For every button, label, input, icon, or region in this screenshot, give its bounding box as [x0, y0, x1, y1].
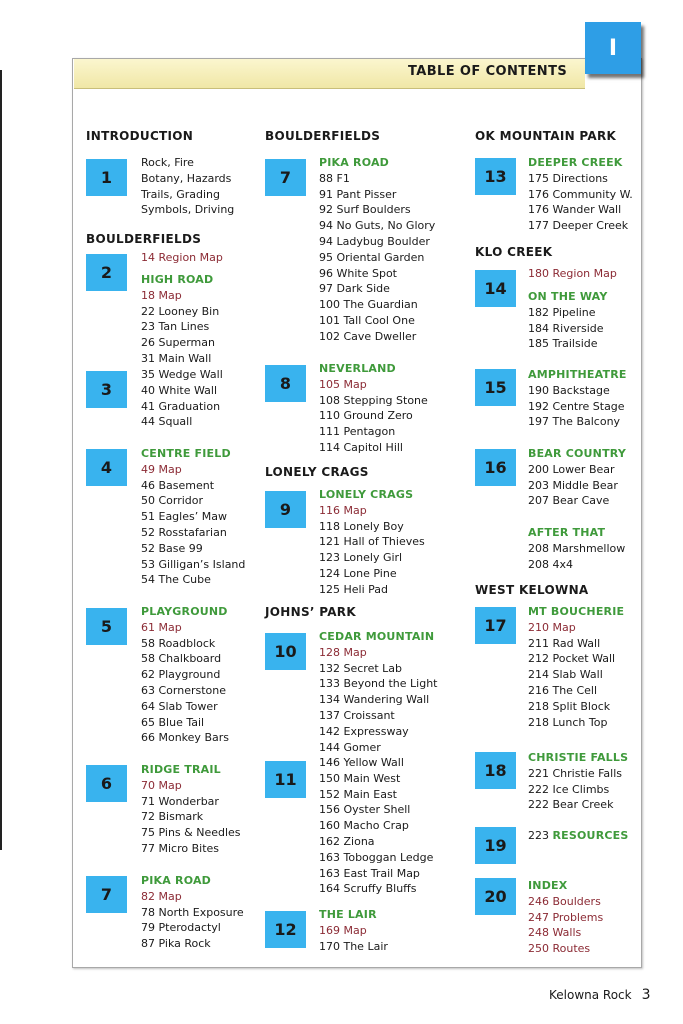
chapter-number-5[interactable]: 5: [86, 608, 127, 645]
toc-entry[interactable]: 108 Stepping Stone: [319, 393, 428, 407]
toc-entry[interactable]: 124 Lone Pine: [319, 566, 397, 580]
toc-entry[interactable]: 177 Deeper Creek: [528, 219, 629, 233]
toc-entry[interactable]: 218 Split Block: [528, 699, 611, 713]
chapter-number-1[interactable]: 1: [86, 159, 127, 196]
subsection-title: PLAYGROUND: [141, 605, 228, 618]
chapter-4-entries: [141, 446, 245, 588]
toc-entry[interactable]: 51 Eagles’ Maw: [141, 510, 227, 524]
toc-entry[interactable]: 62 Playground: [141, 668, 221, 682]
toc-map-entry[interactable]: 116 Map: [319, 503, 367, 517]
page-number: 3: [641, 987, 651, 1003]
toc-entry[interactable]: 123 Lonely Girl: [319, 551, 403, 565]
toc-entry[interactable]: 101 Tall Cool One: [319, 313, 415, 327]
toc-map-entry[interactable]: 82 Map: [141, 889, 182, 903]
toc-entry[interactable]: 78 North Exposure: [141, 905, 244, 919]
toc-entry[interactable]: 142 Expressway: [319, 724, 409, 738]
chapter-9-entries: [319, 487, 425, 598]
subsection-title: RIDGE TRAIL: [141, 763, 221, 776]
chapter-7-entries: [141, 873, 244, 952]
chapter-number-2[interactable]: 2: [86, 254, 127, 291]
subsection-title: MT BOUCHERIE: [528, 605, 625, 618]
toc-entry[interactable]: 156 Oyster Shell: [319, 803, 411, 817]
toc-entry[interactable]: 58 Chalkboard: [141, 652, 222, 666]
toc-entry[interactable]: 58 Roadblock: [141, 636, 216, 650]
toc-entry[interactable]: 77 Micro Bites: [141, 841, 220, 855]
toc-entry[interactable]: 218 Lunch Top: [528, 715, 608, 729]
chapter-20-entries: [528, 878, 603, 957]
chapter-3-entries: [141, 367, 223, 430]
subsection-title: PIKA ROAD: [141, 874, 211, 887]
toc-entry[interactable]: 125 Heli Pad: [319, 582, 389, 596]
subsection-title: CHRISTIE FALLS: [528, 751, 629, 764]
chapter-number-7[interactable]: 7: [265, 159, 306, 196]
toc-entry[interactable]: Symbols, Driving: [141, 203, 235, 217]
toc-entry[interactable]: 160 Macho Crap: [319, 819, 409, 833]
toc-entry[interactable]: 185 Trailside: [528, 337, 598, 351]
toc-entry[interactable]: 192 Centre Stage: [528, 399, 625, 413]
section-title-ok-mountain-park: OK MOUNTAIN PARK: [475, 129, 617, 143]
toc-entry[interactable]: 64 Slab Tower: [141, 699, 218, 713]
toc-entry[interactable]: 132 Secret Lab: [319, 661, 402, 675]
subsection-title: DEEPER CREEK: [528, 156, 623, 169]
toc-entry[interactable]: 92 Surf Boulders: [319, 203, 411, 217]
toc-entry[interactable]: 46 Basement: [141, 478, 215, 492]
chapter-5-entries: [141, 604, 229, 746]
subsection-title: CENTRE FIELD: [141, 447, 231, 460]
page-footer: [549, 987, 651, 1003]
toc-entry[interactable]: 94 Ladybug Boulder: [319, 234, 430, 248]
chapter-number-17[interactable]: 17: [475, 607, 516, 644]
toc-entry[interactable]: 110 Ground Zero: [319, 409, 413, 423]
toc-index-entry[interactable]: 250 Routes: [528, 942, 591, 956]
chapter-6-entries: [141, 762, 241, 857]
toc-entry[interactable]: 163 East Trail Map: [319, 866, 420, 880]
subsection-title: LONELY CRAGS: [319, 488, 414, 501]
chapter-12-entries: [319, 907, 388, 954]
chapter-tab: I: [585, 22, 641, 74]
toc-entry[interactable]: 72 Bismark: [141, 810, 204, 824]
chapter-number-6[interactable]: 6: [86, 765, 127, 802]
toc-index-entry[interactable]: 247 Problems: [528, 910, 604, 924]
toc-entry[interactable]: Rock, Fire: [141, 156, 194, 169]
toc-entry[interactable]: 54 The Cube: [141, 573, 211, 587]
subsection-title: HIGH ROAD: [141, 273, 214, 286]
toc-entry[interactable]: 211 Rad Wall: [528, 636, 601, 650]
toc-entry[interactable]: 170 The Lair: [319, 939, 388, 953]
toc-entry[interactable]: 208 4x4: [528, 557, 573, 571]
chapter-8-entries: [319, 361, 428, 456]
toc-map-entry[interactable]: 128 Map: [319, 645, 367, 659]
toc-entry[interactable]: 163 Toboggan Ledge: [319, 850, 434, 864]
subsection-title: AMPHITHEATRE: [528, 368, 627, 381]
toc-entry[interactable]: 111 Pentagon: [319, 425, 396, 439]
toc-entry[interactable]: 222 Bear Creek: [528, 798, 614, 812]
toc-entry[interactable]: 50 Corridor: [141, 494, 204, 508]
toc-entry[interactable]: 200 Lower Bear: [528, 462, 615, 476]
toc-entry[interactable]: Trails, Grading: [141, 187, 220, 201]
toc-entry[interactable]: 66 Monkey Bars: [141, 731, 229, 745]
chapter-number-18[interactable]: 18: [475, 752, 516, 789]
toc-entry[interactable]: 63 Cornerstone: [141, 683, 227, 697]
toc-entry[interactable]: 203 Middle Bear: [528, 478, 618, 492]
toc-map-entry[interactable]: 105 Map: [319, 377, 367, 391]
toc-entry[interactable]: 134 Wandering Wall: [319, 693, 430, 707]
section-title-johns-park: JOHNS’ PARK: [265, 605, 356, 619]
section-title-lonely-crags: LONELY CRAGS: [265, 465, 369, 479]
toc-entry[interactable]: 87 Pika Rock: [141, 937, 211, 951]
subsection-title: PIKA ROAD: [319, 156, 389, 169]
chapter-13-entries: [528, 155, 633, 234]
page-title: TABLE OF CONTENTS: [408, 64, 568, 79]
toc-entry[interactable]: 182 Pipeline: [528, 305, 596, 319]
section-title-boulderfields: BOULDERFIELDS: [86, 232, 202, 246]
toc-map-entry[interactable]: 70 Map: [141, 778, 182, 792]
toc-map-entry[interactable]: 18 Map: [141, 288, 182, 302]
toc-entry[interactable]: 152 Main East: [319, 787, 397, 801]
toc-entry[interactable]: 41 Graduation: [141, 399, 221, 413]
toc-entry[interactable]: 88 F1: [319, 171, 350, 185]
chapter-10-entries: [319, 629, 438, 755]
subsection-title: NEVERLAND: [319, 362, 396, 375]
toc-entry[interactable]: 176 Community W.: [528, 187, 633, 201]
toc-entry[interactable]: 150 Main West: [319, 771, 401, 785]
toc-entry[interactable]: 207 Bear Cave: [528, 494, 610, 508]
toc-map-entry[interactable]: 14 Region Map: [141, 251, 223, 264]
toc-entry[interactable]: 190 Backstage: [528, 383, 610, 397]
toc-index-entry[interactable]: 248 Walls: [528, 926, 582, 940]
toc-entry[interactable]: 95 Oriental Garden: [319, 250, 425, 264]
toc-entry[interactable]: 52 Base 99: [141, 541, 203, 555]
chapter-1-entries: [141, 155, 234, 218]
toc-entry[interactable]: 137 Croissant: [319, 708, 395, 722]
toc-entry[interactable]: 208 Marshmellow: [528, 541, 626, 555]
toc-entry[interactable]: 175 Directions: [528, 171, 608, 185]
toc-entry[interactable]: 221 Christie Falls: [528, 766, 622, 780]
chapter-7-entries: [319, 155, 435, 345]
toc-entry[interactable]: 216 The Cell: [528, 683, 598, 697]
after-that-entries: [528, 525, 625, 572]
toc-entry[interactable]: 214 Slab Wall: [528, 668, 603, 682]
toc-index-entry[interactable]: 246 Boulders: [528, 894, 601, 908]
toc-entry[interactable]: 35 Wedge Wall: [141, 368, 223, 381]
chapter-number-8[interactable]: 8: [265, 365, 306, 402]
toc-entry[interactable]: 222 Ice Climbs: [528, 782, 610, 796]
chapter-16-entries: [528, 446, 626, 509]
toc-entry[interactable]: 100 The Guardian: [319, 298, 418, 312]
toc-entry[interactable]: 97 Dark Side: [319, 282, 390, 296]
toc-entry[interactable]: 162 Ziona: [319, 834, 375, 848]
chapter-number-13[interactable]: 13: [475, 158, 516, 195]
toc-entry[interactable]: 212 Pocket Wall: [528, 652, 616, 666]
toc-entry[interactable]: 23 Tan Lines: [141, 320, 210, 334]
chapter-number-3[interactable]: 3: [86, 371, 127, 408]
toc-entry[interactable]: 184 Riverside: [528, 321, 604, 335]
chapter-2-region-map: [141, 250, 223, 266]
book-title: Kelowna Rock: [549, 988, 632, 1002]
chapter-11-entries: [319, 755, 433, 897]
toc-map-entry[interactable]: 49 Map: [141, 462, 182, 476]
toc-entry[interactable]: 118 Lonely Boy: [319, 519, 404, 533]
chapter-number-15[interactable]: 15: [475, 369, 516, 406]
chapter-number-9[interactable]: 9: [265, 491, 306, 528]
chapter-number-4[interactable]: 4: [86, 449, 127, 486]
toc-page-number[interactable]: 223: [528, 829, 549, 842]
toc-entry[interactable]: 53 Gilligan’s Island: [141, 557, 246, 571]
section-title-west-kelowna: WEST KELOWNA: [475, 583, 589, 597]
chapter-2-entries: [141, 272, 219, 367]
chapter-15-entries: [528, 367, 627, 430]
subsection-title: CEDAR MOUNTAIN: [319, 630, 435, 643]
toc-entry[interactable]: 114 Capitol Hill: [319, 440, 403, 454]
toc-entry[interactable]: Botany, Hazards: [141, 171, 232, 185]
toc-map-entry[interactable]: 180 Region Map: [528, 267, 617, 280]
toc-map-entry[interactable]: 169 Map: [319, 923, 367, 937]
page-edge-line: [0, 70, 2, 850]
subsection-title: ON THE WAY: [528, 290, 608, 303]
chapter-number-20[interactable]: 20: [475, 878, 516, 915]
chapter-number-19[interactable]: 19: [475, 827, 516, 864]
chapter-14-region-map: [528, 266, 617, 282]
toc-entry[interactable]: 144 Gomer: [319, 740, 381, 754]
chapter-18-entries: [528, 750, 628, 813]
toc-entry[interactable]: 75 Pins & Needles: [141, 826, 241, 840]
toc-entry[interactable]: 44 Squall: [141, 415, 193, 429]
toc-entry[interactable]: 52 Rosstafarian: [141, 525, 227, 539]
toc-entry[interactable]: 94 No Guts, No Glory: [319, 219, 436, 233]
toc-entry[interactable]: 176 Wander Wall: [528, 203, 622, 217]
toc-entry[interactable]: 65 Blue Tail: [141, 715, 205, 729]
toc-entry[interactable]: 96 White Spot: [319, 266, 397, 280]
subsection-title: INDEX: [528, 879, 568, 892]
toc-map-entry[interactable]: 61 Map: [141, 620, 182, 634]
chapter-number-14[interactable]: 14: [475, 270, 516, 307]
section-title-klo-creek: KLO CREEK: [475, 245, 553, 259]
toc-entry[interactable]: 146 Yellow Wall: [319, 756, 404, 769]
chapter-number-16[interactable]: 16: [475, 449, 516, 486]
toc-entry[interactable]: 133 Beyond the Light: [319, 677, 438, 691]
toc-entry[interactable]: 40 White Wall: [141, 383, 218, 397]
chapter-number-7[interactable]: 7: [86, 876, 127, 913]
toc-entry[interactable]: 197 The Balcony: [528, 415, 621, 429]
toc-entry[interactable]: 31 Main Wall: [141, 351, 212, 365]
toc-entry[interactable]: 22 Looney Bin: [141, 304, 220, 318]
subsection-title: BEAR COUNTRY: [528, 447, 627, 460]
toc-entry[interactable]: 71 Wonderbar: [141, 794, 219, 808]
toc-entry[interactable]: 164 Scruffy Bluffs: [319, 882, 417, 896]
subsection-title: AFTER THAT: [528, 526, 606, 539]
chapter-number-12[interactable]: 12: [265, 911, 306, 948]
section-title-introduction: INTRODUCTION: [86, 129, 194, 143]
toc-entry[interactable]: 26 Superman: [141, 336, 215, 350]
subsection-title[interactable]: RESOURCES: [552, 829, 629, 842]
subsection-title: THE LAIR: [319, 908, 377, 921]
chapter-14-entries: [528, 289, 608, 352]
toc-entry[interactable]: 79 Pterodactyl: [141, 921, 221, 935]
chapter-17-entries: [528, 604, 624, 730]
toc-entry[interactable]: 91 Pant Pisser: [319, 187, 397, 201]
toc-entry[interactable]: 102 Cave Dweller: [319, 329, 417, 343]
toc-map-entry[interactable]: 210 Map: [528, 620, 576, 634]
chapter-19-entry: [528, 828, 628, 844]
toc-entry[interactable]: 121 Hall of Thieves: [319, 535, 425, 549]
chapter-number-10[interactable]: 10: [265, 633, 306, 670]
section-title-boulderfields: BOULDERFIELDS: [265, 129, 381, 143]
chapter-number-11[interactable]: 11: [265, 761, 306, 798]
